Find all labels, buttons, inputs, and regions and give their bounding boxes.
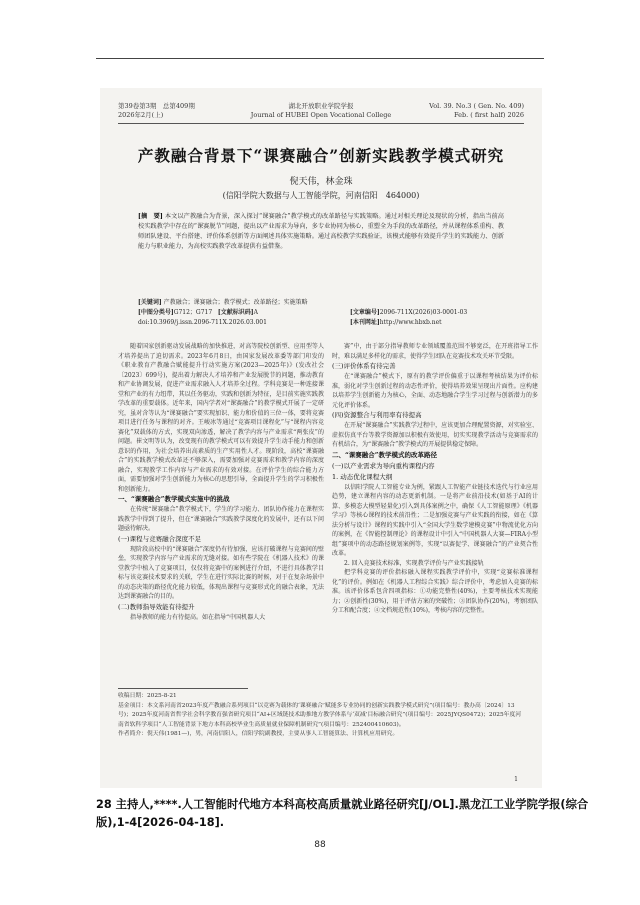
article-affiliation: (信阳学院大数据与人工智能学院，河南信阳 464000) — [222, 191, 420, 200]
footnote-fund: 基金项目：本文系河南省2023年度产教融合系列项目“以竞赛为载体的‘课赛融合’赋能多专业协同的创新实践教学模式研究”(项目编号：教办高〔2024〕13号)；2025年度河南省哲学社会科学教育强省研究项目“AI+区域链技术助推地方教学体系与‘双减’目标融合研究”(项目编号：2025JYQS0472)；2025年度河南省软科学项目“人工智能背景下地方本科高校毕业生高质量就业保障机制研究”(项目编号：252400410603)。 — [118, 702, 522, 728]
page-number: 88 — [314, 840, 326, 850]
section-heading: 1. 动态优化课程大纲 — [332, 472, 393, 481]
body-paragraph: 在开展“课赛融合”实践教学过程中，应该更加合理配置资源，对实验室、虚拟仿真平台等教学资源加以积极有效使用，切实实现教学活动与竞赛需求的有机结合，为“课赛融合”教学模式的开展提供稳定保障。 — [332, 422, 538, 448]
body-paragraph: 把学科竞赛的评价指标融入课程实践教学评价中，实现“竞赛标准课程化”的评价。例如在《机器人工程综合实践》综合评价中，考虑加入竞赛的标准。该评价体系包含四项指标：①功能完整性(40%)，主要考核技术实现能力；②创新性(30%)，用于评估方案的突破性；③团队协作(20%)，考察团队分工和配合度；④文档规范性(10%)，考核内容的完整性。 — [332, 569, 538, 614]
footnote-received: 收稿日期：2025-8-21 — [118, 693, 177, 699]
body-paragraph: 在“课赛融合”模式下，原有的教学评价偏重于以课程考核结果为评价标准，弱化对学生创新过程的动态性评价，使得培养效果呈现出片面性。应构建以培养学生创新能力为核心，全面、动态地融合学生学习过程与创新潜力的多元化评价体系。 — [332, 373, 538, 409]
section-heading: (三)评价体系有待完善 — [332, 362, 396, 370]
body-paragraph: 2. 回入竞赛技术标准，实现教学评价与产业实践接轨 — [344, 559, 484, 567]
body-paragraph: 以信阳学院人工智能专业为例，紧跟人工智能产业链技术迭代与行业应用趋势，建立课程内容的动态更新机制。一是将产业前沿技术(如基于AI的计算、多模态大模型轻量化)引入到具体案例之中，确保《人工智能原理》《机器学习》等核心课程的技术前沿性；二是加强竞赛与产业实践的衔接，如在《算法分析与设计》课程的实践中引入“全国大学生数学建模竞赛”中物流优化方向的案例，在《智能控制理论》的课程设计中引入“中国机器人大赛—FIRA小型组”赛项中的动态路径规划案例等，实现“以赛促学、课赛融合”的产业契合性改革。 — [332, 483, 538, 557]
article-number: [文章编号]2096-711X(2026)03-0001-03 — [350, 309, 468, 316]
abstract — [138, 212, 504, 252]
journal-website: [本刊网址]http://www.hbxb.net — [350, 319, 442, 326]
top-rule — [96, 58, 544, 59]
clc-number: [中图分类号]G712；G717 [文献标识码]A — [138, 309, 258, 316]
section-heading: (二)教师指导效能有待提升 — [118, 602, 195, 611]
footnote-author: 作者简介：倪天伟(1981—)，男，河南信阳人，信阳学院副教授，主要从事人工智能算法、计算机应用研究。 — [118, 731, 399, 737]
body-paragraph: 指导教师的能力有待提高。如在指导“中国机器人大 — [130, 613, 266, 621]
article-authors: 倪天伟，林金珠 — [289, 177, 353, 187]
footnote-rule — [118, 688, 248, 689]
scanned-article-page — [100, 88, 542, 788]
scan-page-number: 1 — [514, 776, 518, 783]
body-paragraph: 随着国家创新驱动发展战略的加快推进，对高等院校创新型、应用型等人才培养提出了迫切需求。2023年6月8日，由国家发展改革委等部门印发的《职业教育产教融合赋能提升行动实施方案(2023—2025年)》(发改社会〔2023〕699号)，提出着力解决人才培养和产业发展脱节的问题，推动教育和产业协调发展，促进产业需求融入人才培养全过程。学科竞赛是一种连接课堂和产业的有力纽带，其以任务驱动，实践和创新为特征，是目前实施实践教学改革的重要载体。近年来，国内学者对“课赛融合”的教学模式开展了一定研究，虽对含等认为“课赛融合”要实现加识、能力和价值的三位一体，要将竞赛项目进行任务与课程的对齐。王峻冰等通过“竞赛项目课程化”与“课程内容竞赛化”双载体的方式，实现双向渗透，解决了教学内容与产业需求“两张皮”的问题。崔文明等认为，改变现有的教学模式可以有效提升学生动手能力和创新意识的作用，为社会培养出高素质的生产实用性人才。现阶段，高校“课赛融合”的实践教学模式改革还不够深入，需要加强对竞赛需求和教学内容的深度融合，实现教学工作内容与产业需求的有效对接。在评价学生的综合能力方面，需要加强对学生创新能力为核心的思想引导，全面提升学生的学习积极性和创新能力。 — [118, 343, 324, 493]
journal-header-left: 第39卷第3期 总第409期 2026年2月(上) — [118, 102, 195, 119]
right-text-column — [332, 342, 538, 672]
body-paragraph: 赛”中，由于部分指导教师专业领域覆盖范围不够宽泛，在开班指导工作时，难以满足多样化的需求，使得学生团队在竞赛技术攻关环节受限。 — [332, 343, 538, 360]
doi: doi:10.3969/j.issn.2096-711X.2026.03.001 — [138, 319, 267, 326]
article-title: 产教融合背景下“课赛融合”创新实践教学模式研究 — [137, 146, 505, 165]
section-heading: (四)资源整合与利用率有待提高 — [332, 411, 422, 419]
keywords-text: 产教融合；课赛融合；教学模式；改革路径；实施策略 — [163, 299, 308, 306]
body-paragraph: 现阶段高校中的“课赛融合”深度仍有待加强，应该打破课程与竞赛间的壁垒，实现教学内容与产业需求的无缝对接。如有些学院在《机器人技术》的课堂教学中植入了竞赛项目，仅仅将竞赛中的案例进行介绍，不进行具体教学目标与该竞赛技术要求的关联，学生在进行实际比赛的时候，对于在复杂场景中的动态决策的路径优化能力较低，体现出课程与竞赛形式化的融合表象，无法达到课赛融合的目的。 — [118, 545, 324, 600]
section-heading: 一、“课赛融合”教学模式实施中的挑战 — [118, 495, 230, 503]
journal-header-center: 湖北开放职业学院学报 Journal of HUBEI Open Vocational College — [250, 102, 392, 119]
doc-code-value: A — [253, 309, 258, 316]
journal-header-right: Vol. 39. No.3 ( Gen. No. 409) Feb. ( first half) 2026 — [429, 102, 524, 119]
keywords — [138, 298, 308, 307]
reference-entry: 28 主持人,****.人工智能时代地方本科高校高质量就业路径研究[J/OL].黑龙江工业学院学报(综合版),1-4[2026-04-18]. — [96, 798, 589, 829]
footnotes — [118, 692, 524, 740]
doc-code-label: [文献标识码] — [217, 309, 254, 316]
section-heading: 二、“课赛融合”教学模式的改革路径 — [332, 450, 437, 459]
section-heading: (一)以产业需求为导向重构课程内容 — [332, 461, 435, 470]
left-text-column — [118, 342, 324, 672]
section-heading: (一)课程与竞赛融合深度不足 — [118, 534, 202, 543]
abstract-label: [摘 要] — [138, 213, 163, 220]
body-paragraph: 在传统“课赛融合”教学模式下，学生的学习能力、团队协作能力在课程实践教学中得到了提升，但在“课赛融合”实践教学深度化的发展中，还有以下问题亟待解决。 — [118, 506, 324, 532]
keywords-label: [关键词] — [138, 299, 162, 306]
journal-header-rule — [118, 123, 524, 124]
abstract-text: 本文以产教融合为背景，深入探讨“课赛融合”教学模式的改革路径与实践策略。通过对相关理论及现状的分析，指出当前高校实践教学中存在的“课赛脱节”问题，提出以产业需求为导向，多专业协同为核心，重塑全为手段的改革路径，并从课程体系重构、教师团队建设、平台搭建、评价体系创新等方面阐述具体实施策略。通过高校教学实践验证，该模式能够有效提升学生的实践能力、创新能力与职业能力，为高校实践教学改革提供有益借鉴。 — [138, 213, 504, 250]
